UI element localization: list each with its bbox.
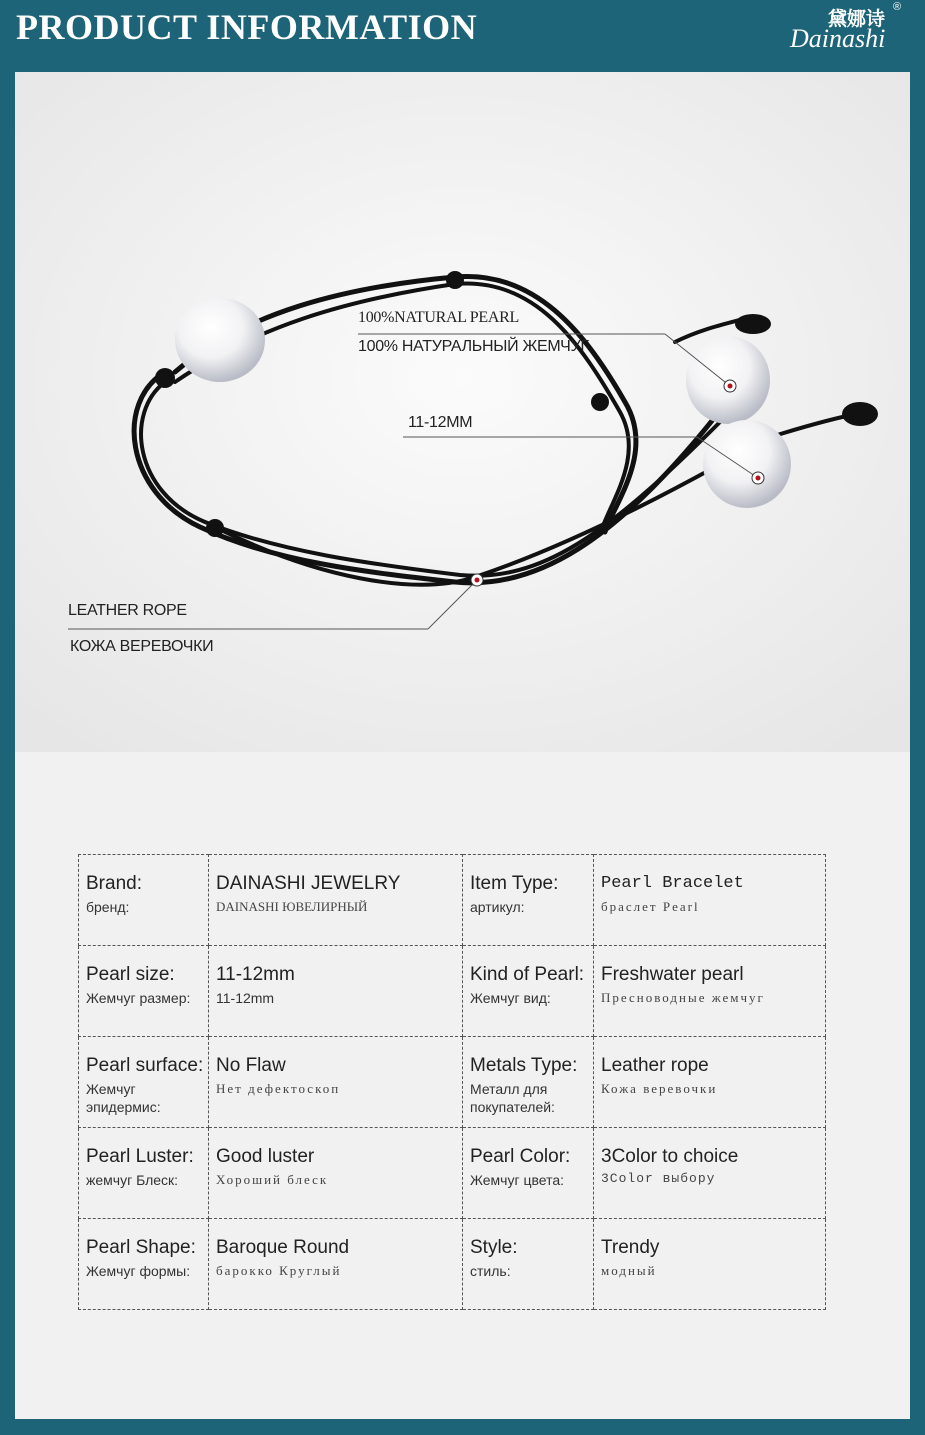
registered-mark: ®	[893, 1, 902, 13]
spec-value: Good luster Хороший блеск	[209, 1128, 463, 1219]
table-row	[79, 1128, 826, 1219]
spec-label: Metals Type: Металл для покупателей:	[463, 1037, 594, 1128]
table-row	[79, 946, 826, 1037]
table-row	[79, 1037, 826, 1128]
brand-logo: Dainashi	[790, 24, 886, 53]
spec-value: Baroque Round барокко Круглый	[209, 1219, 463, 1310]
spec-value: Pearl Bracelet браслет Pearl	[594, 855, 826, 946]
spec-label: Pearl Shape: Жемчуг формы:	[79, 1219, 209, 1310]
brand-logo-cn: 黛娜诗	[828, 8, 886, 30]
callout-leather-rope: LEATHER ROPE	[68, 602, 187, 619]
spec-value: 11-12mm 11-12mm	[209, 946, 463, 1037]
page-title: PRODUCT INFORMATION	[16, 7, 478, 47]
spec-label: Pearl surface: Жемчуг эпидермис:	[79, 1037, 209, 1128]
callout-leather-rope-ru: КОЖА ВЕРЕВОЧКИ	[70, 638, 214, 655]
spec-value: Trendy модный	[594, 1219, 826, 1310]
callout-size: 11-12MM	[408, 414, 473, 431]
table-row	[79, 1219, 826, 1310]
header-bar	[0, 0, 925, 58]
spec-label: Brand: бренд:	[79, 855, 209, 946]
callout-natural-pearl-ru: 100% НАТУРАЛЬНЫЙ ЖЕМЧУГ	[358, 338, 589, 355]
spec-value: No Flaw Нет дефектоскоп	[209, 1037, 463, 1128]
spec-label: Item Type: артикул:	[463, 855, 594, 946]
spec-value: Leather rope Кожа веревочки	[594, 1037, 826, 1128]
callout-natural-pearl: 100%NATURAL PEARL	[358, 309, 519, 326]
spec-label: Style: стиль:	[463, 1219, 594, 1310]
spec-value: DAINASHI JEWELRY DAINASHI ЮВЕЛИРНЫЙ	[209, 855, 463, 946]
spec-label: Pearl size: Жемчуг размер:	[79, 946, 209, 1037]
table-row	[79, 855, 826, 946]
spec-label: Kind of Pearl: Жемчуг вид:	[463, 946, 594, 1037]
spec-label: Pearl Color: Жемчуг цвета:	[463, 1128, 594, 1219]
product-panel	[15, 72, 910, 1419]
spec-value: Freshwater pearl Пресноводные жемчуг	[594, 946, 826, 1037]
spec-label: Pearl Luster: жемчуг Блеск:	[79, 1128, 209, 1219]
spec-value: 3Color to choice 3Color выбору	[594, 1128, 826, 1219]
spec-table	[78, 854, 826, 1310]
